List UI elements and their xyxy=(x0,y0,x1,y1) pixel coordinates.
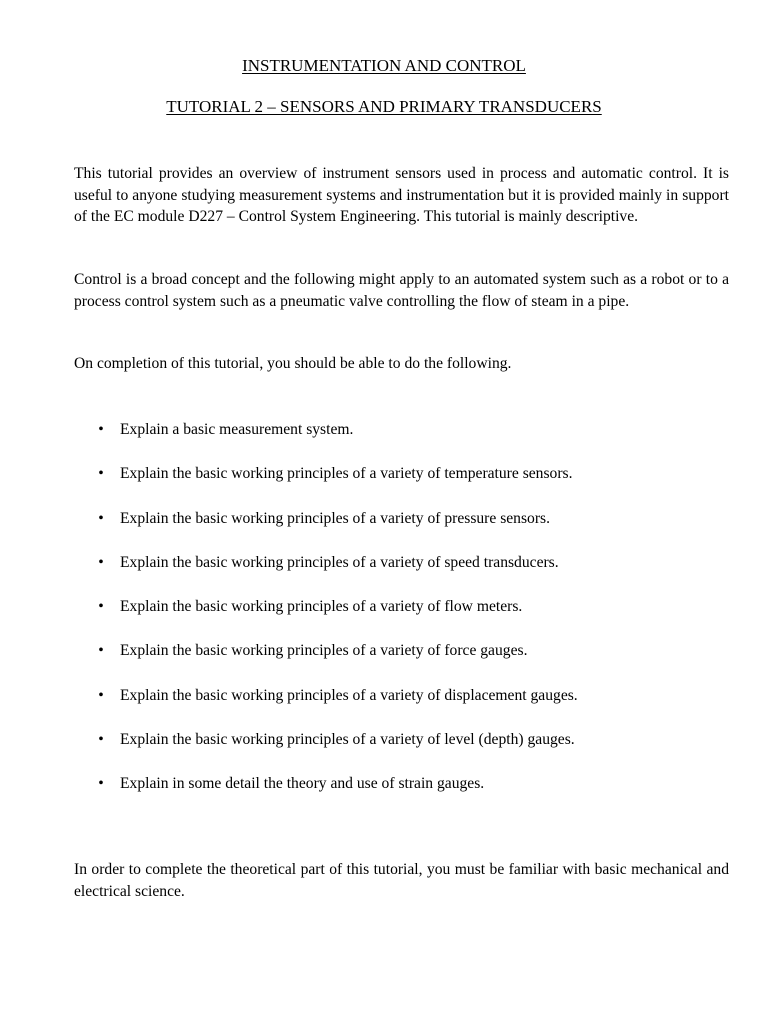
intro-paragraph: This tutorial provides an overview of instrument sensors used in process and automatic control. It is useful to anyone studying measurement systems and instrumentation but it is provided mainly in support of the EC module D227 – Control System Engineering. This tutorial is mainly descriptive. xyxy=(74,165,729,225)
list-item xyxy=(0,552,768,596)
bullet-icon: • xyxy=(98,465,104,483)
list-item xyxy=(0,640,768,684)
list-item xyxy=(0,463,768,507)
list-item xyxy=(0,773,768,817)
bullet-icon: • xyxy=(98,775,104,793)
objective-text: Explain the basic working principles of a variety of flow meters. xyxy=(120,598,523,616)
bullet-icon: • xyxy=(98,553,104,571)
objective-text: Explain the basic working principles of a variety of speed transducers. xyxy=(120,553,559,571)
bullet-icon: • xyxy=(98,686,104,704)
objective-text: Explain the basic working principles of a variety of temperature sensors. xyxy=(120,465,573,483)
list-item xyxy=(0,729,768,773)
objective-text: Explain in some detail the theory and use of strain gauges. xyxy=(120,775,485,793)
objective-text: Explain the basic working principles of a variety of force gauges. xyxy=(120,642,528,660)
prerequisites-paragraph: In order to complete the theoretical part of this tutorial, you must be familiar with basic mechanical and electrical science. xyxy=(74,861,729,900)
bullet-icon: • xyxy=(98,731,104,749)
list-item xyxy=(0,508,768,552)
list-item xyxy=(0,596,768,640)
bullet-icon: • xyxy=(98,509,104,527)
document-subtitle: TUTORIAL 2 – SENSORS AND PRIMARY TRANSDUCERS xyxy=(166,97,602,116)
list-item xyxy=(0,685,768,729)
objective-text: Explain the basic working principles of a variety of displacement gauges. xyxy=(120,686,578,704)
scope-paragraph: Control is a broad concept and the following might apply to an automated system such as a robot or to a process control system such as a pneumatic valve controlling the flow of steam in a pipe. xyxy=(74,271,729,310)
objectives-list xyxy=(0,419,768,818)
objectives-lead-paragraph: On completion of this tutorial, you should be able to do the following. xyxy=(74,355,512,372)
bullet-icon: • xyxy=(98,421,104,438)
document-title: INSTRUMENTATION AND CONTROL xyxy=(242,56,526,75)
bullet-icon: • xyxy=(98,642,104,660)
objective-text: Explain a basic measurement system. xyxy=(120,421,354,438)
objective-text: Explain the basic working principles of a variety of pressure sensors. xyxy=(120,509,551,527)
objective-text: Explain the basic working principles of a variety of level (depth) gauges. xyxy=(120,731,575,749)
list-item xyxy=(0,419,768,463)
bullet-icon: • xyxy=(98,598,104,616)
